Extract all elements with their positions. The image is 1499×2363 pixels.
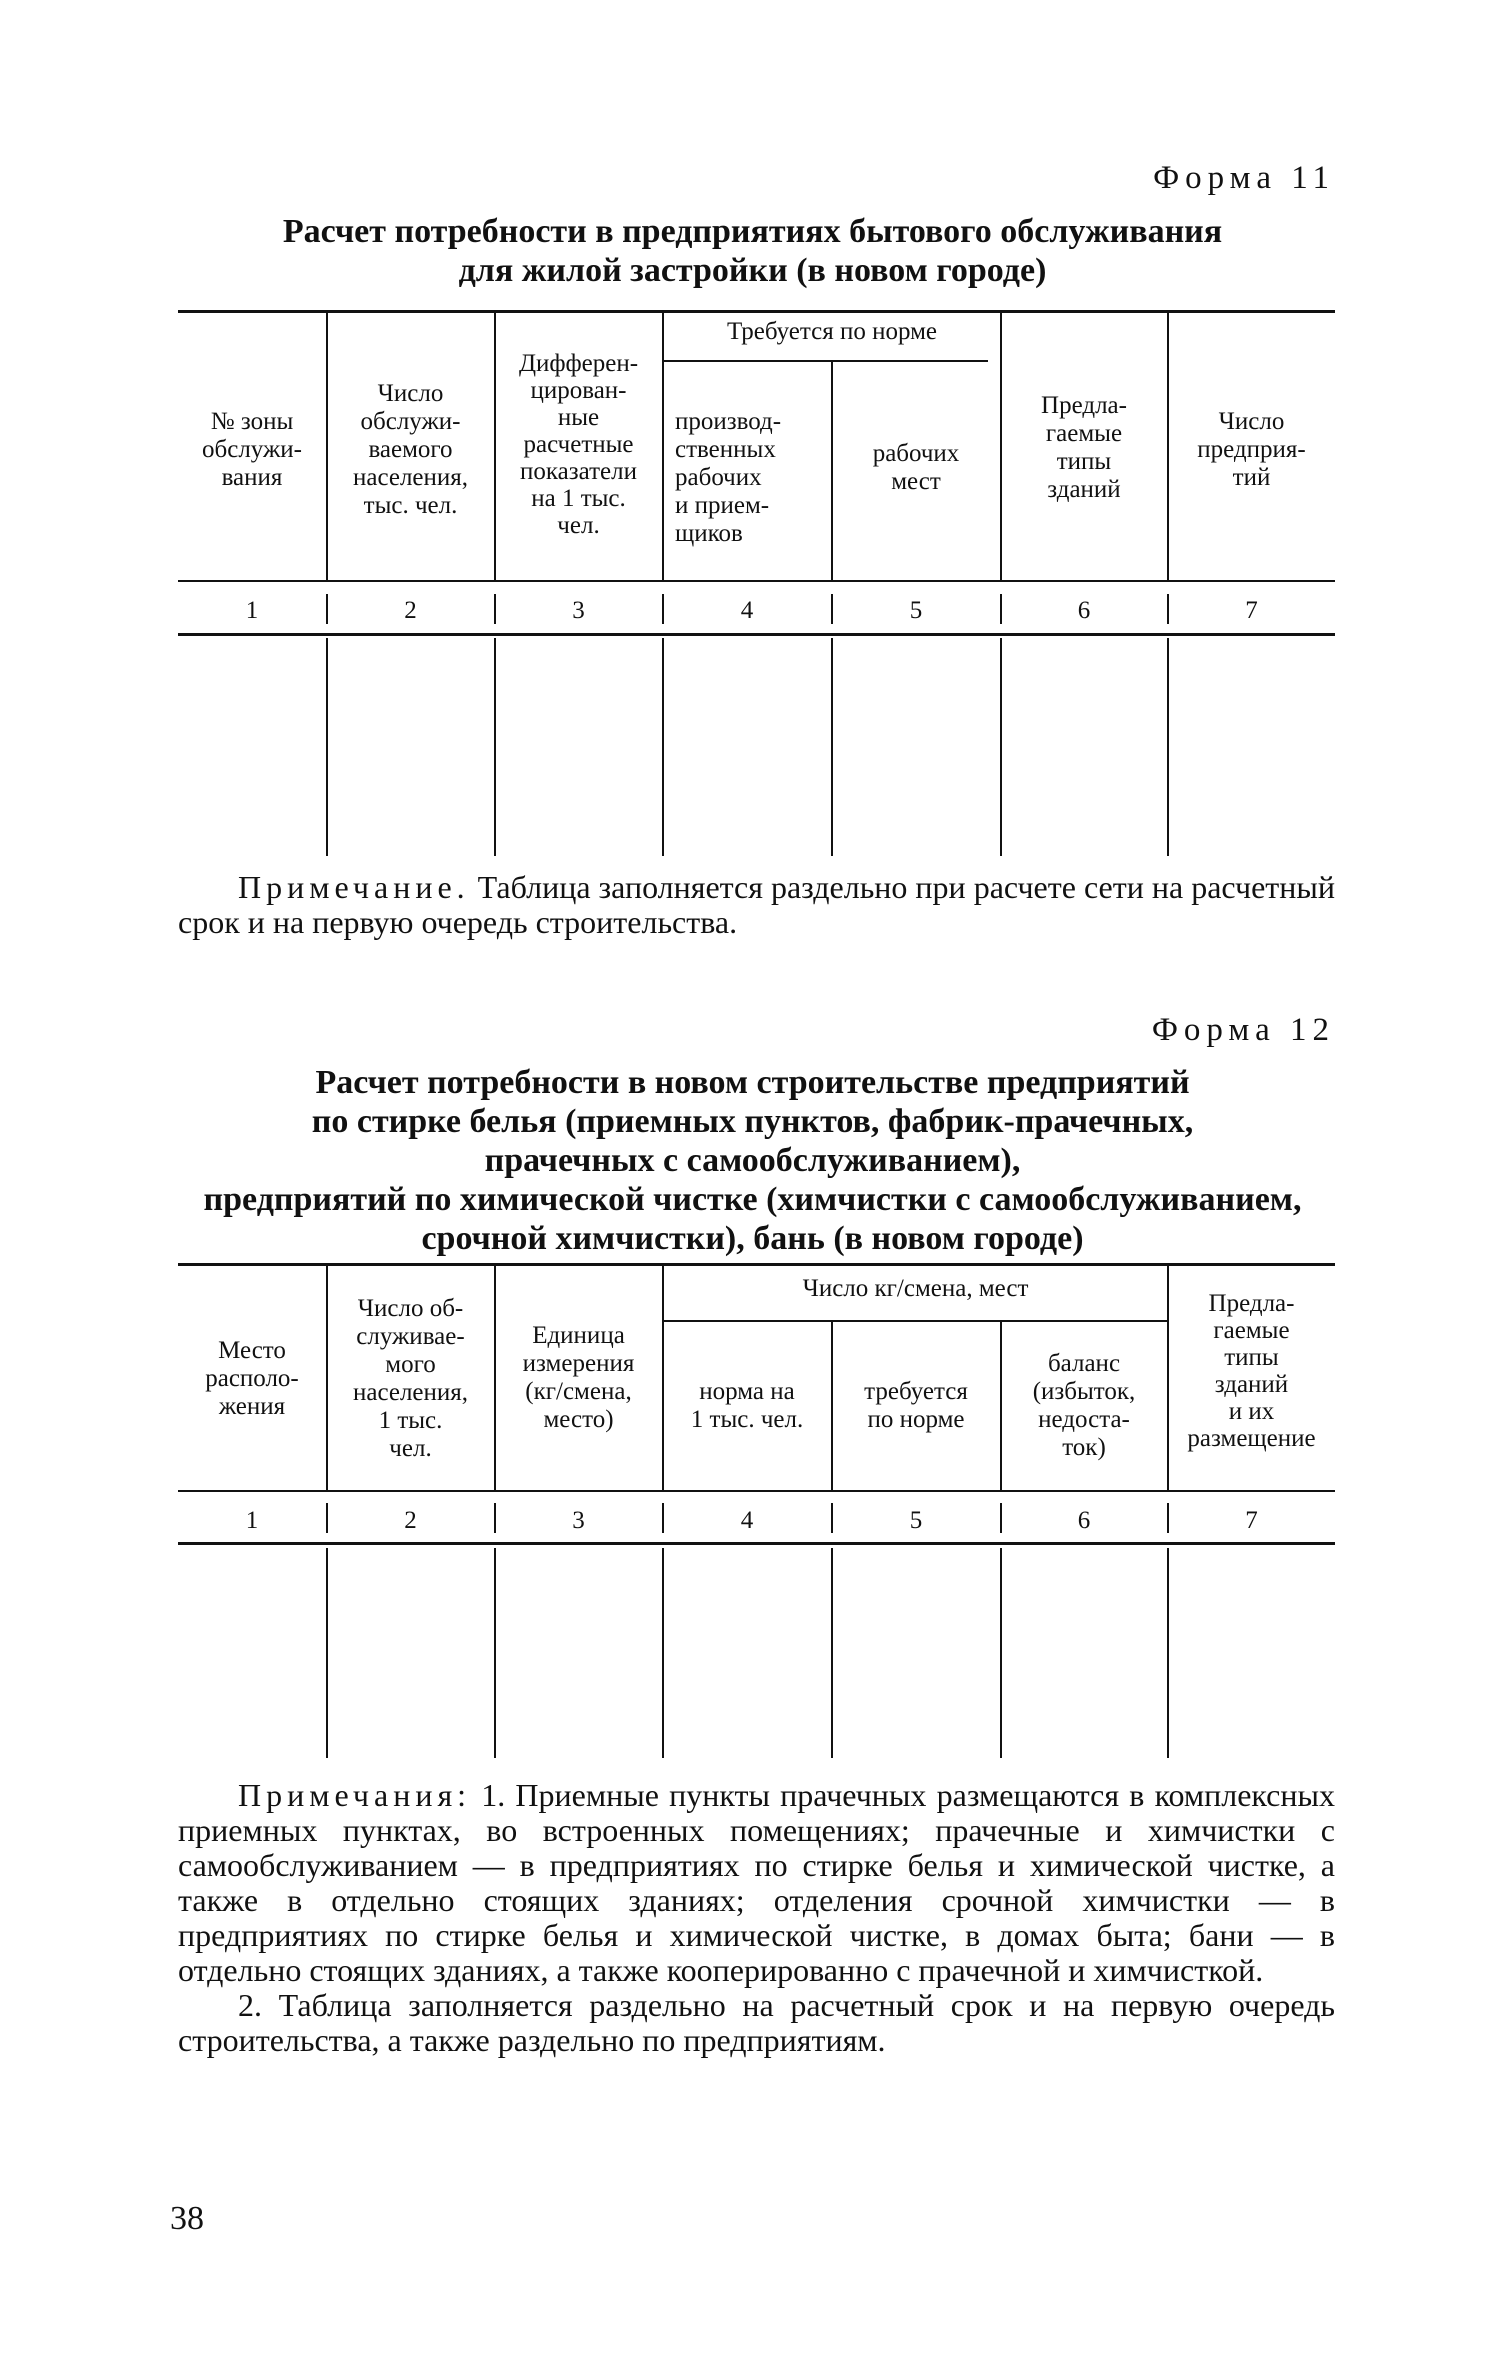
form11-col5-header: рабочих мест bbox=[872, 440, 960, 495]
form11-col-number: 1 bbox=[245, 597, 259, 624]
form12-label: Форма 12 bbox=[1151, 1012, 1335, 1048]
form11-label: Форма 11 bbox=[1153, 160, 1335, 196]
form12-title-line: предприятий по химической чистке (химчистки с самообслуживанием, bbox=[203, 1181, 1302, 1218]
form11-note-text: Таблица заполняется раздельно при расчете сети на расчетный срок и на первую очередь строительства. bbox=[178, 869, 1336, 940]
page-number: 38 bbox=[170, 2200, 204, 2237]
form11-col4-header: производ- ственных рабочих и прием- щиков bbox=[675, 408, 782, 547]
form12-col1-header: Место располо- жения bbox=[205, 1337, 299, 1420]
form11-note-label: Примечание. bbox=[238, 869, 470, 905]
form12-col-number: 1 bbox=[245, 1507, 259, 1534]
form12-notes bbox=[178, 1778, 1335, 2058]
form12-col-number: 6 bbox=[1077, 1507, 1091, 1534]
form12-col3-header: Единица измерения (кг/смена, место) bbox=[522, 1322, 635, 1433]
form12-col2-header: Число об- служивае- мого населения, 1 тыс. чел. bbox=[352, 1295, 469, 1462]
form11-col7-header: Число предприя- тий bbox=[1197, 408, 1306, 491]
form12-col4-header: норма на 1 тыс. чел. bbox=[690, 1378, 804, 1433]
form11-col1-header: № зоны обслужи- вания bbox=[202, 408, 302, 491]
form12-title-line: по стирке белья (приемных пунктов, фабрик-прачечных, bbox=[311, 1103, 1194, 1140]
form11-col-number: 6 bbox=[1077, 597, 1091, 624]
form11-col3-header: Дифферен- цирован- ные расчетные показатели на 1 тыс. чел. bbox=[518, 350, 639, 539]
form11-col-number: 5 bbox=[909, 597, 923, 624]
form12-note-label: Примечания: bbox=[238, 1777, 472, 1813]
form12-title-line: прачечных с самообслуживанием), bbox=[484, 1142, 1021, 1179]
form11-title-line1: Расчет потребности в предприятиях бытового обслуживания bbox=[282, 213, 1223, 250]
form11-title-line2: для жилой застройки (в новом городе) bbox=[458, 252, 1047, 289]
form12-col-number: 4 bbox=[740, 1507, 754, 1534]
form12-col-number: 5 bbox=[909, 1507, 923, 1534]
form12-note1 bbox=[178, 1778, 1335, 1988]
form11-col-number: 7 bbox=[1245, 597, 1258, 624]
form12-col-number: 2 bbox=[404, 1507, 417, 1534]
form11-col2-header: Число обслужи- ваемого населения, тыс. чел. bbox=[352, 380, 469, 519]
form12-title-line: срочной химчистки), бань (в новом городе) bbox=[421, 1220, 1084, 1257]
form12-note1-text: 1. Приемные пункты прачечных размещаются в комплексных приемных пунктах, во встроенных помещениях; прачечные и химчистки с самообслуживанием — в предприятиях по стирке белья и химической чистке, а также в отдельно стоящих зданиях; отделения срочной химчистки — в предприятиях по стирке белья и химической чистке, в домах быта; бани — в отдельно стоящих зданиях, а также кооперированно с прачечной и химчисткой. bbox=[178, 1777, 1336, 1988]
form12-col6-header: баланс (избыток, недоста- ток) bbox=[1032, 1350, 1136, 1461]
form11-group-header: Требуется по норме bbox=[726, 318, 938, 345]
form11-col-number: 2 bbox=[404, 597, 417, 624]
form11-col6-header: Предла- гаемые типы зданий bbox=[1041, 392, 1127, 503]
form12-title-line: Расчет потребности в новом строительстве предприятий bbox=[315, 1064, 1190, 1101]
form12-col-number: 3 bbox=[572, 1507, 585, 1534]
form12-col5-header: требуется по норме bbox=[864, 1378, 968, 1433]
form11-col-number: 3 bbox=[572, 597, 585, 624]
form12-col7-header: Предла- гаемые типы зданий и их размещение bbox=[1187, 1290, 1316, 1452]
form12-note2: 2. Таблица заполняется раздельно на расчетный срок и на первую очередь строительства, а также раздельно по предприятиям. bbox=[178, 1987, 1335, 2058]
form12-group-header: Число кг/смена, мест bbox=[802, 1275, 1029, 1302]
form11-col-number: 4 bbox=[740, 597, 754, 624]
form12-col-number: 7 bbox=[1245, 1507, 1258, 1534]
